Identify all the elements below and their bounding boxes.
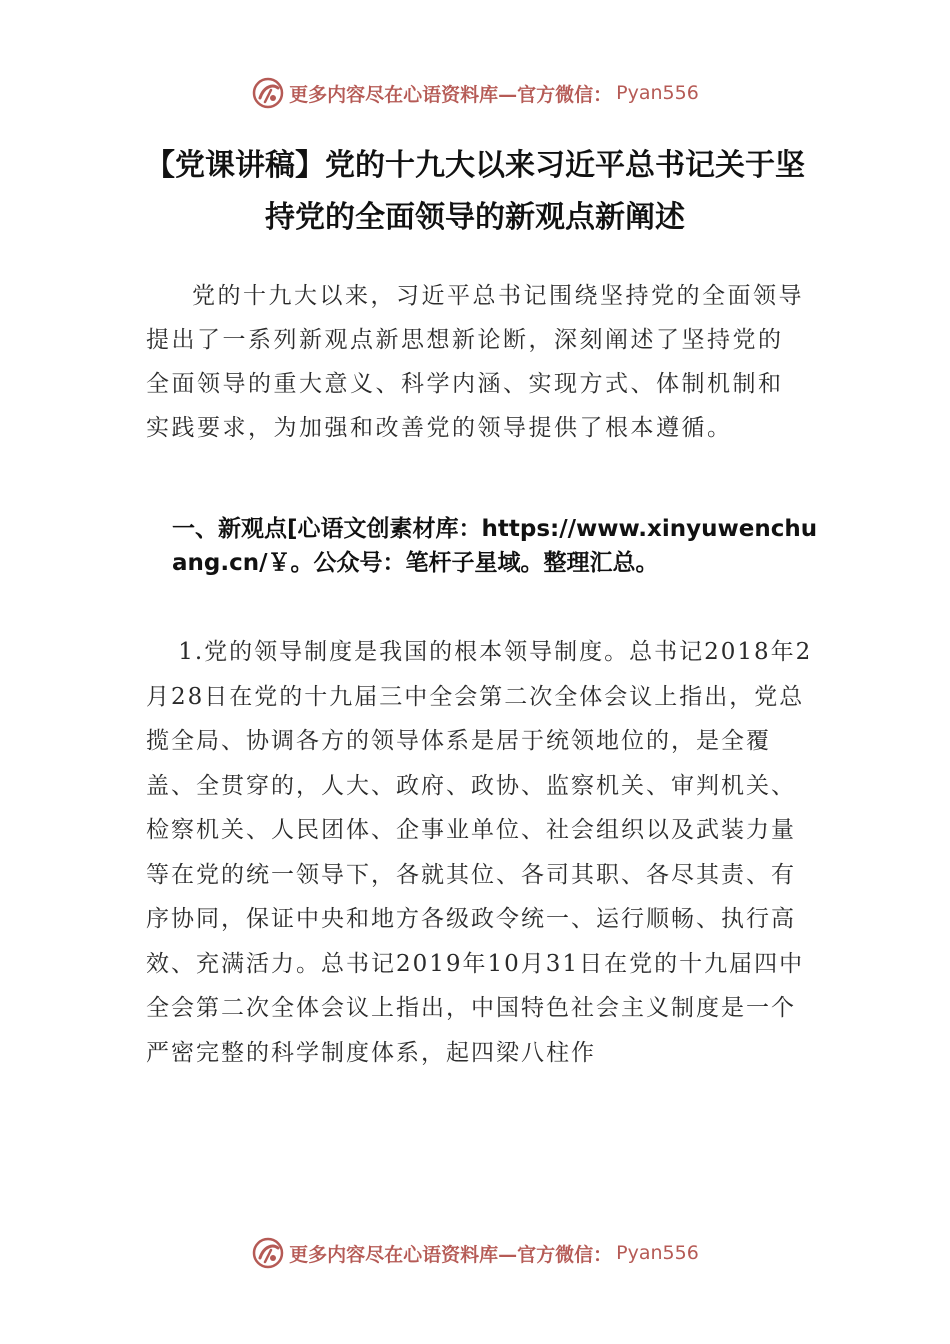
intro-paragraph: 党的十九大以来，习近平总书记围绕坚持党的全面领导提出了一系列新观点新思想新论断，深刻阐述了坚持党的全面领导的重大意义、科学内涵、实现方式、体制机制和实践要求，为加强和改善党的领导提供了根本遵循。 (146, 283, 804, 441)
wechat-id: Pyan556 (616, 82, 699, 104)
section-heading: 一、新观点[心语文创素材库：https://www.xinyuwenchuang.cn/￥。公众号：笔杆子星域。整理汇总。 (172, 516, 818, 576)
header-banner (0, 70, 950, 116)
library-logo-icon (251, 76, 285, 110)
banner-text: 更多内容尽在心语资料库—官方微信： (289, 1243, 613, 1266)
banner-text: 更多内容尽在心语资料库—官方微信： (289, 83, 613, 106)
body-paragraph: 1.党的领导制度是我国的根本领导制度。总书记2018年2月28日在党的十九届三中全会第二次全体会议上指出，党总揽全局、协调各方的领导体系是居于统领地位的，是全覆盖、全贯穿的，人大、政府、政协、监察机关、审判机关、检察机关、人民团体、企事业单位、社会组织以及武装力量等在党的统一领导下，各就其位、各司其职、各尽其责、有序协同，保证中央和地方各级政令统一、运行顺畅、执行高效、充满活力。总书记2019年10月31日在党的十九届四中全会第二次全体会议上指出，中国特色社会主义制度是一个严密完整的科学制度体系，起四梁八柱作 (146, 639, 813, 1066)
document-title: 【党课讲稿】党的十九大以来习近平总书记关于坚持党的全面领导的新观点新阐述 (145, 148, 805, 235)
footer-banner (0, 1230, 950, 1276)
wechat-id: Pyan556 (616, 1242, 699, 1264)
library-logo-icon (251, 1236, 285, 1270)
